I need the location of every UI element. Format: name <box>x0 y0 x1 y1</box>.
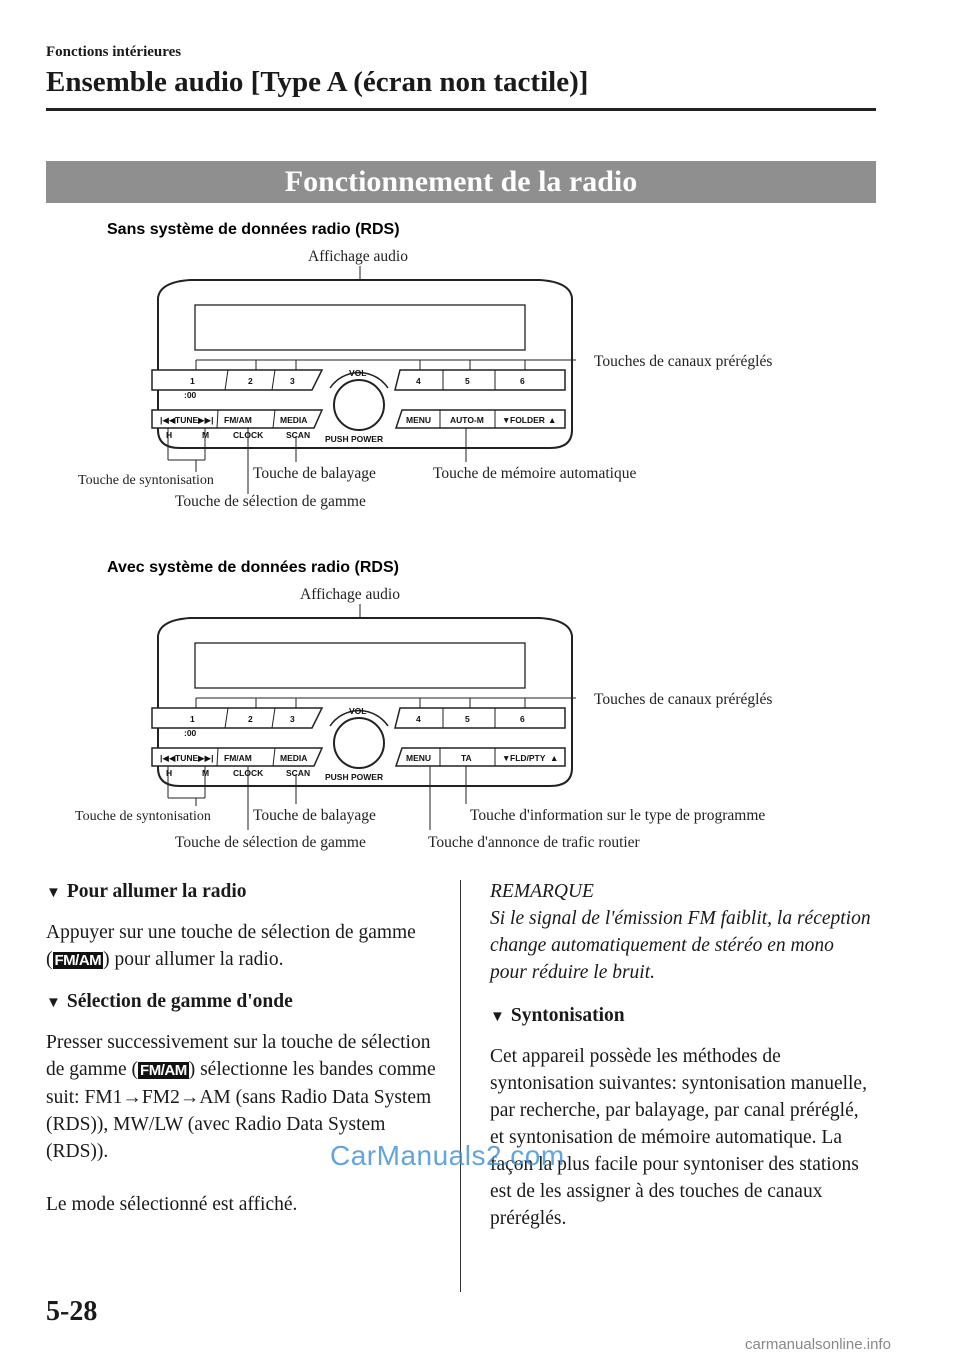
tune-label: TUNE <box>175 415 199 425</box>
triangle-up-icon: ▲ <box>548 415 557 425</box>
volume-knob-icon[interactable] <box>334 380 384 430</box>
vol-label: VOL <box>349 368 367 378</box>
preset-buttons-left[interactable] <box>152 708 322 728</box>
preset-1: 1 <box>190 376 195 386</box>
skip-forward-icon: ▶▶| <box>198 415 214 425</box>
minute-label: M <box>202 430 210 440</box>
preset-4: 4 <box>416 376 421 386</box>
media-label: MEDIA <box>280 415 308 425</box>
column-divider <box>460 880 461 1292</box>
title-divider <box>46 108 876 111</box>
section-label: Fonctions intérieures <box>46 44 182 60</box>
label-auto-memory: Touche de mémoire automatique <box>433 465 637 482</box>
skip-back-icon: |◀◀ <box>160 753 176 763</box>
radio-diagram-rds <box>0 548 960 858</box>
scan-label: SCAN <box>286 768 311 778</box>
heading-power-on: ▼ Pour allumer la radio <box>46 881 247 902</box>
skip-forward-icon: ▶▶| <box>198 753 214 763</box>
volume-knob-icon[interactable] <box>334 718 384 768</box>
watermark: CarManuals2.com <box>330 1140 565 1171</box>
page-title: Ensemble audio [Type A (écran non tactile)] <box>46 66 589 98</box>
skip-back-icon: |◀◀ <box>160 415 176 425</box>
fmam-label: FM/AM <box>224 415 252 425</box>
preset-5: 5 <box>465 714 470 724</box>
ta-label: TA <box>461 753 472 763</box>
note-title: REMARQUE <box>490 881 594 902</box>
page-number: 5-28 <box>46 1296 98 1327</box>
preset-2: 2 <box>248 376 253 386</box>
triangle-up-icon: ▲ <box>550 753 559 763</box>
clock-label: CLOCK <box>233 768 264 778</box>
autom-label: AUTO-M <box>450 415 484 425</box>
audio-display <box>195 643 525 688</box>
clock-colon-label: :00 <box>184 390 197 400</box>
label-tune: Touche de syntonisation <box>75 809 211 824</box>
diagram-heading: Avec système de données radio (RDS) <box>107 559 399 576</box>
site-watermark: carmanualsonline.info <box>745 1336 891 1353</box>
section-banner: Fonctionnement de la radio <box>46 161 876 203</box>
preset-5: 5 <box>465 376 470 386</box>
triangle-down-icon: ▼ <box>502 415 511 425</box>
heading-tuning: ▼ Syntonisation <box>490 1005 625 1026</box>
label-tune: Touche de syntonisation <box>78 473 214 488</box>
paragraph-power-on: Appuyer sur une touche de sélection de gamme ( FM/AM ) pour allumer la radio. <box>46 922 416 970</box>
label-band: Touche de sélection de gamme <box>175 493 366 510</box>
triangle-down-icon: ▼ <box>46 995 61 1011</box>
triangle-down-icon: ▼ <box>490 1009 505 1025</box>
audio-display <box>195 305 525 350</box>
fm-am-button-icon: FM/AM <box>140 1062 187 1079</box>
label-preset: Touches de canaux préréglés <box>594 691 773 708</box>
label-display: Affichage audio <box>308 248 408 265</box>
paragraph-tuning: Cet appareil possède les méthodes de syntonisation suivantes: syntonisation manuelle, par recherche, par balayage, par canal préréglé, et syntonisation de mémoire automatique. La façon la plus facile pour syntoniser des stations est de les assigner à des touches de canaux préréglés. <box>490 1046 867 1229</box>
fmam-label: FM/AM <box>224 753 252 763</box>
scan-label: SCAN <box>286 430 311 440</box>
label-pty: Touche d'information sur le type de programme <box>470 807 766 824</box>
triangle-down-icon: ▼ <box>502 753 511 763</box>
preset-3: 3 <box>290 714 295 724</box>
heading-band-selection: ▼ Sélection de gamme d'onde <box>46 991 293 1012</box>
fldpty-label: FLD/PTY <box>510 753 546 763</box>
radio-diagram-no-rds <box>0 210 960 520</box>
label-band: Touche de sélection de gamme <box>175 834 366 851</box>
label-scan: Touche de balayage <box>253 807 376 824</box>
clock-colon-label: :00 <box>184 728 197 738</box>
preset-2: 2 <box>248 714 253 724</box>
preset-6: 6 <box>520 714 525 724</box>
note-body: Si le signal de l'émission FM faiblit, la réception change automatiquement de stéréo en mono pour réduire le bruit. <box>490 908 871 983</box>
push-power-label: PUSH POWER <box>325 434 384 444</box>
preset-4: 4 <box>416 714 421 724</box>
hour-label: H <box>166 768 173 778</box>
menu-label: MENU <box>406 415 432 425</box>
minute-label: M <box>202 768 210 778</box>
triangle-down-icon: ▼ <box>46 885 61 901</box>
right-column <box>490 878 875 1232</box>
preset-1: 1 <box>190 714 195 724</box>
paragraph-mode-displayed: Le mode sélectionné est affiché. <box>46 1194 298 1215</box>
vol-label: VOL <box>349 706 367 716</box>
folder-label: FOLDER <box>510 415 545 425</box>
paragraph-band-selection: Presser successivement sur la touche de sélection de gamme ( FM/AM ) sélectionne les bandes comme suit: FM1→FM2→AM (sans Radio Data System (RDS)), MW/LW (avec Radio Data System (RDS)). <box>46 1032 436 1162</box>
label-display: Affichage audio <box>300 586 400 603</box>
preset-buttons-left[interactable] <box>152 370 322 390</box>
diagram-heading: Sans système de données radio (RDS) <box>107 221 400 238</box>
tune-label: TUNE <box>175 753 199 763</box>
label-scan: Touche de balayage <box>253 465 376 482</box>
menu-label: MENU <box>406 753 432 763</box>
hour-label: H <box>166 430 173 440</box>
push-power-label: PUSH POWER <box>325 772 384 782</box>
clock-label: CLOCK <box>233 430 264 440</box>
preset-3: 3 <box>290 376 295 386</box>
label-ta: Touche d'annonce de trafic routier <box>428 834 640 851</box>
fm-am-button-icon: FM/AM <box>54 952 102 969</box>
media-label: MEDIA <box>280 753 308 763</box>
label-preset: Touches de canaux préréglés <box>594 353 773 370</box>
preset-6: 6 <box>520 376 525 386</box>
